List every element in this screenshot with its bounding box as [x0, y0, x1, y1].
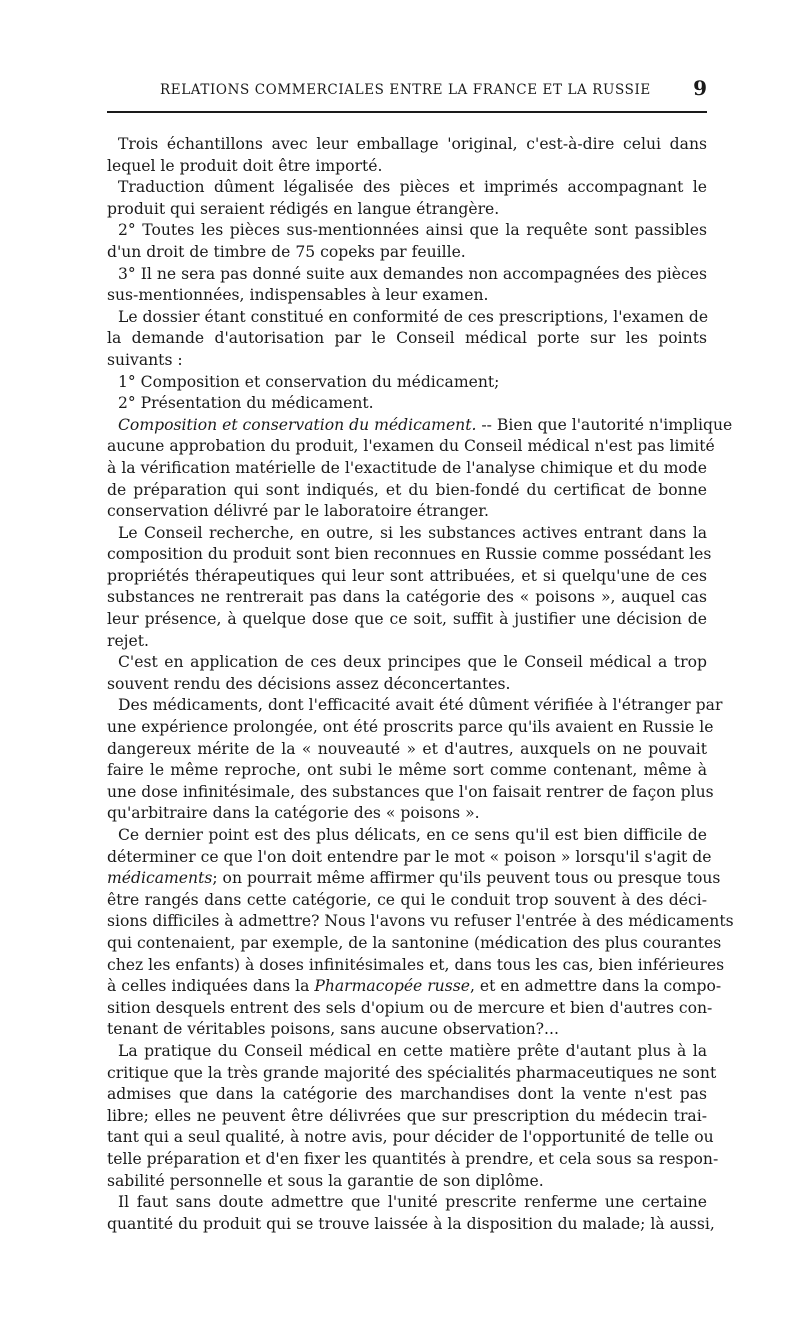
text-line: sition desquels entrent des sels d'opium ou de mercure et bien d'autres con- — [107, 998, 713, 1017]
text-line: lequel le produit doit être importé. — [107, 156, 383, 175]
text-line: produit qui seraient rédigés en langue étrangère. — [107, 199, 500, 218]
text-line: être rangés dans cette catégorie, ce qui le conduit trop souvent à des déci- — [107, 890, 707, 909]
text-line: chez les enfants) à doses infinitésimales et, dans tous les cas, bien inférieures — [107, 955, 725, 974]
text-line: souvent rendu des décisions assez déconcertantes. — [107, 674, 511, 693]
text-line: conservation délivré par le laboratoire étranger. — [107, 502, 489, 521]
text-line: d'un droit de timbre de 75 copeks par feuille. — [107, 242, 466, 261]
text-line: tenant de véritables poisons, sans aucune observation?... — [107, 1020, 559, 1039]
text-line: 2° Présentation du médicament. — [118, 394, 374, 413]
text-line: faire le même reproche, ont subi le même sort comme contenant, même à — [107, 761, 707, 780]
text-line: quantité du produit qui se trouve laissée à la disposition du malade; là aussi, — [107, 1214, 715, 1233]
text-run: , et en admettre dans la compo- — [469, 977, 722, 996]
text-line: composition du produit sont bien reconnues en Russie comme possédant les — [107, 545, 712, 564]
header-rule — [107, 111, 707, 113]
text-line: sions difficiles à admettre? Nous l'avons vu refuser l'entrée à des médicaments — [107, 912, 734, 931]
text-line: libre; elles ne peuvent être délivrées que sur prescription du médecin trai- — [107, 1106, 707, 1125]
text-line: Ce dernier point est des plus délicats, en ce sens qu'il est bien difficile de — [118, 826, 707, 844]
text-line: rejet. — [107, 631, 149, 650]
body-text — [107, 134, 734, 1235]
book-page — [107, 76, 734, 1233]
text-line: La pratique du Conseil médical en cette matière prête d'autant plus à la — [118, 1041, 707, 1060]
text-line: tant qui a seul qualité, à notre avis, pour décider de l'opportunité de telle ou — [107, 1128, 714, 1147]
text-line-pharmacopee — [107, 976, 722, 998]
text-line-subheading — [107, 415, 733, 437]
text-line: substances ne rentrerait pas dans la catégorie des « poisons », auquel cas — [107, 588, 707, 607]
text-line: 1° Composition et conservation du médicament; — [118, 372, 500, 391]
text-line: Traduction dûment légalisée des pièces et imprimés accompagnant le — [118, 178, 707, 197]
text-line: la demande d'autorisation par le Conseil médical porte sur les points — [107, 329, 707, 348]
text-line: déterminer ce que l'on doit entendre par le mot « poison » lorsqu'il s'agit de — [107, 847, 712, 866]
text-line: C'est en application de ces deux principes que le Conseil médical a trop — [118, 653, 707, 672]
text-line: critique que la très grande majorité des spécialités pharmaceutiques ne sont — [107, 1063, 717, 1082]
text-line: suivants : — [107, 350, 183, 369]
text-line-medicaments — [107, 868, 721, 890]
subheading-dash: -- — [476, 415, 497, 434]
text-run: Bien que l'autorité n'implique — [496, 415, 733, 434]
running-head — [107, 78, 707, 108]
running-title: RELATIONS COMMERCIALES ENTRE LA FRANCE ET LA RUSSIE — [160, 82, 651, 98]
text-line: 2° Toutes les pièces sus-mentionnées ainsi que la requête sont passibles — [118, 221, 707, 240]
text-line: sus-mentionnées, indispensables à leur examen. — [107, 286, 489, 305]
text-line: qu'arbitraire dans la catégorie des « poisons ». — [107, 804, 480, 823]
text-line: une dose infinitésimale, des substances que l'on faisait rentrer de façon plus — [107, 782, 714, 801]
text-line: qui contenaient, par exemple, de la santonine (médication des plus courantes — [107, 933, 722, 952]
text-line: telle préparation et d'en fixer les quantités à prendre, et cela sous sa respon- — [107, 1149, 719, 1168]
text-line: de préparation qui sont indiqués, et du bien-fondé du certificat de bonne — [107, 480, 707, 499]
text-line: Trois échantillons avec leur emballage 'original, c'est-à-dire celui dans — [118, 135, 707, 153]
text-line: à la vérification matérielle de l'exactitude de l'analyse chimique et du mode — [107, 458, 707, 477]
text-line: leur présence, à quelque dose que ce soit, suffit à justifier une décision de — [107, 610, 707, 629]
italic-medicaments: médicaments — [107, 869, 213, 888]
page-number: 9 — [693, 76, 707, 100]
text-line: une expérience prolongée, ont été proscrits parce qu'ils avaient en Russie le — [107, 718, 714, 737]
text-line: Le dossier étant constitué en conformité de ces prescriptions, l'examen de — [118, 307, 709, 326]
text-line: aucune approbation du produit, l'examen du Conseil médical n'est pas limité — [107, 437, 715, 456]
text-line: Il faut sans doute admettre que l'unité prescrite renferme une certaine — [118, 1193, 707, 1212]
text-line: Des médicaments, dont l'efficacité avait été dûment vérifiée à l'étranger par — [118, 696, 723, 715]
text-line: propriétés thérapeutiques qui leur sont attribuées, et si quelqu'une de ces — [107, 566, 707, 585]
text-line: admises que dans la catégorie des marchandises dont la vente n'est pas — [107, 1085, 707, 1104]
italic-pharmacopee: Pharmacopée russe — [314, 977, 470, 996]
text-line: Le Conseil recherche, en outre, si les substances actives entrant dans la — [118, 523, 707, 542]
text-run: à celles indiquées dans la — [107, 977, 315, 996]
text-line: dangereux mérite de la « nouveauté » et d'autres, auxquels on ne pouvait — [107, 739, 707, 758]
subheading: Composition et conservation du médicament. — [118, 415, 477, 434]
text-line: sabilité personnelle et sous la garantie de son diplôme. — [107, 1171, 544, 1190]
text-run: ; on pourrait même affirmer qu'ils peuvent tous ou presque tous — [212, 869, 721, 888]
text-line: 3° Il ne sera pas donné suite aux demandes non accompagnées des pièces — [118, 264, 707, 283]
